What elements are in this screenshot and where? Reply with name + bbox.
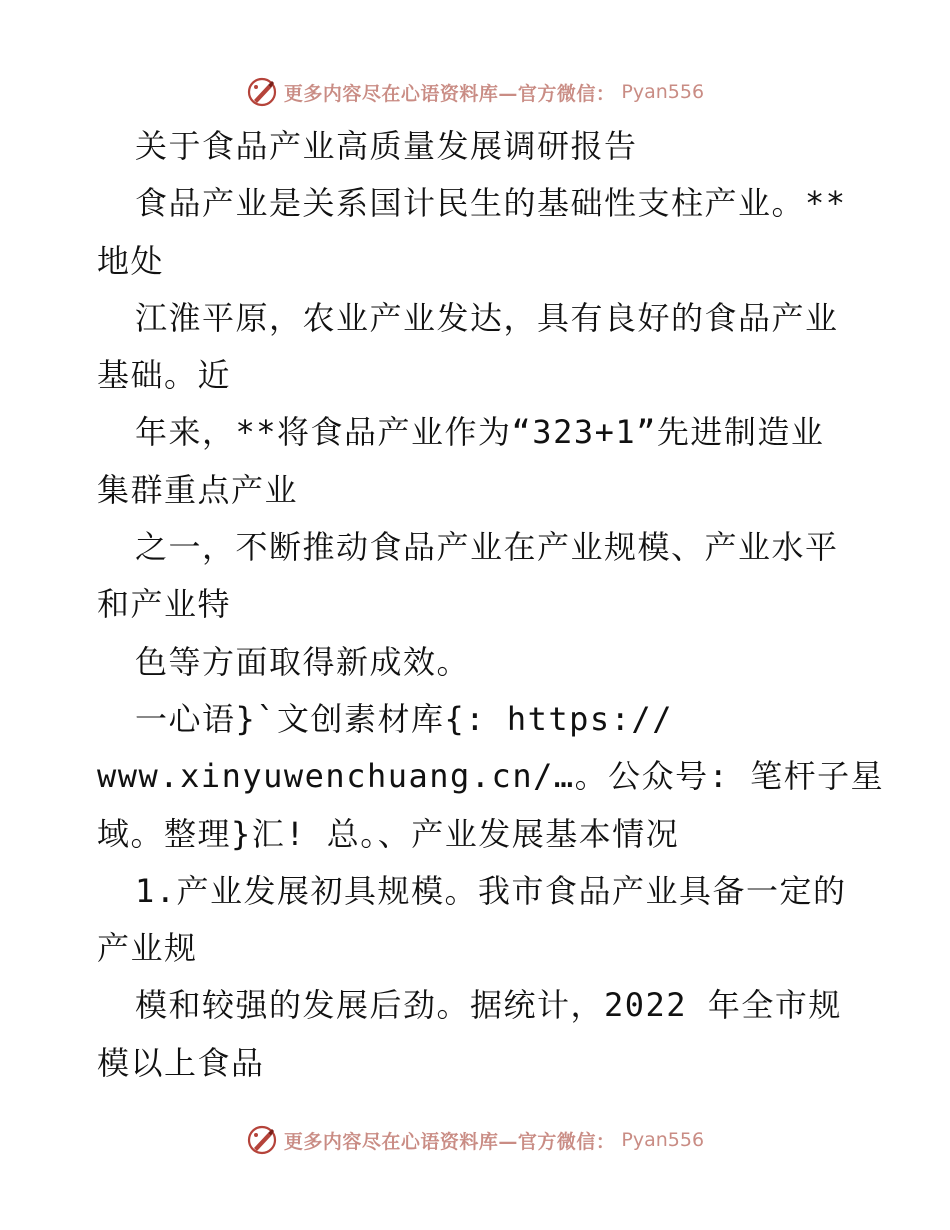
paragraph-line: 年来，**将食品产业作为“323+1”先进制造业 (135, 413, 825, 452)
paragraph-line: 地处 (97, 241, 165, 280)
paragraph-line: 模以上食品 (97, 1043, 265, 1082)
header-watermark-inner (246, 76, 704, 108)
paragraph-line: 色等方面取得新成效。 (135, 642, 471, 681)
quill-pen-seal-icon (246, 1124, 278, 1156)
watermark-wechat-id: Pyan556 (621, 1129, 705, 1151)
header-watermark (0, 72, 950, 112)
paragraph-line: 1.产业发展初具规模。我市食品产业具备一定的 (135, 871, 847, 910)
paragraph-line: 基础。近 (97, 356, 232, 395)
watermark-text: 更多内容尽在心语资料库—官方微信： (283, 1130, 616, 1153)
paragraph-line: 食品产业是关系国计民生的基础性支柱产业。** (135, 184, 847, 223)
paragraph-line: 模和较强的发展后劲。据统计，2022 年全市规 (135, 986, 842, 1025)
paragraph-line: 之一，不断推动食品产业在产业规模、产业水平 (135, 528, 839, 567)
document-body (97, 118, 885, 1092)
paragraph-line: 江淮平原，农业产业发达，具有良好的食品产业 (135, 298, 839, 337)
watermark-text: 更多内容尽在心语资料库—官方微信： (283, 82, 616, 105)
paragraph-line: www.xinyuwenchuang.cn/…。公众号: 笔杆子星 (97, 757, 885, 796)
quill-pen-seal-icon (246, 76, 278, 108)
footer-watermark-inner (246, 1124, 704, 1156)
document-title: 关于食品产业高质量发展调研报告 (135, 127, 638, 165)
paragraph-line: 和产业特 (97, 585, 232, 624)
paragraph-line: 集群重点产业 (97, 470, 299, 509)
footer-watermark (0, 1120, 950, 1160)
paragraph-line: 产业规 (97, 929, 198, 968)
paragraph-line: 一心语}`文创素材库{: https:// (135, 699, 673, 738)
watermark-wechat-id: Pyan556 (621, 81, 705, 103)
paragraph-line: 域。整理}汇! 总。、产业发展基本情况 (97, 814, 680, 853)
